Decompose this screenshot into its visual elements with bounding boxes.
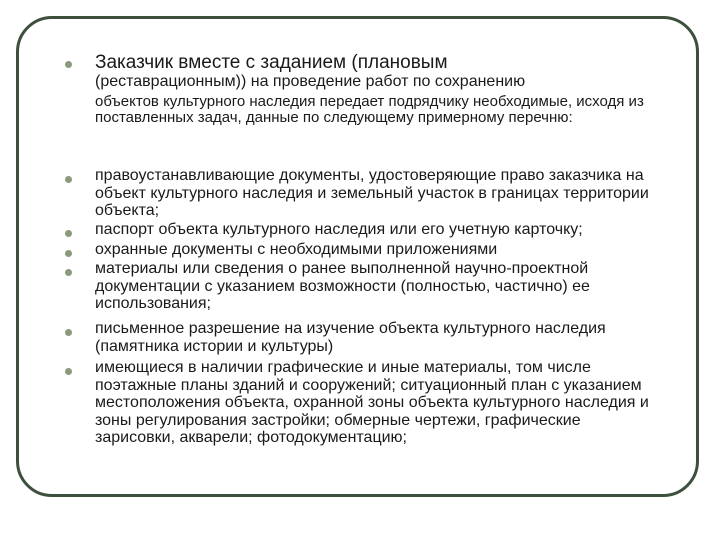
bullet-icon — [65, 269, 72, 276]
intro-line-2: (реставрационным)) на проведение работ по сохранению — [95, 73, 526, 90]
bullet-icon — [65, 61, 72, 68]
intro-line-1: Заказчик вместе с заданием (плановым — [95, 52, 448, 73]
bullet-icon — [65, 250, 72, 257]
list-item-4: материалы или сведения о ранее выполненной научно-проектной документации с указанием возможности (полностью, частично) ее использования; — [95, 260, 590, 312]
bullet-icon — [65, 329, 72, 336]
list-item-6: имеющиеся в наличии графические и иные материалы, том числе поэтажные планы зданий и сооружений; ситуационный план с указанием местоположения объекта, охранной зоны объекта культурного наследия и зоны регулирования застройки; обмерные чертежи, графические зарисовки, акварели; фотодокументацию; — [95, 359, 649, 446]
list-item-2: паспорт объекта культурного наследия или его учетную карточку; — [95, 221, 583, 238]
bullet-icon — [65, 176, 72, 183]
bullet-icon — [65, 368, 72, 375]
list-item-5: письменное разрешение на изучение объекта культурного наследия (памятника истории и культуры) — [95, 320, 606, 355]
list-item-3: охранные документы с необходимыми приложениями — [95, 241, 498, 258]
bullet-icon — [65, 230, 72, 237]
intro-text: объектов культурного наследия передает подрядчику необходимые, исходя из поставленных задач, данные по следующему примерному перечню: — [95, 93, 644, 126]
list-item-1: правоустанавливающие документы, удостоверяющие право заказчика на объект культурного наследия и земельный участок в границах территории объекта; — [95, 167, 649, 219]
